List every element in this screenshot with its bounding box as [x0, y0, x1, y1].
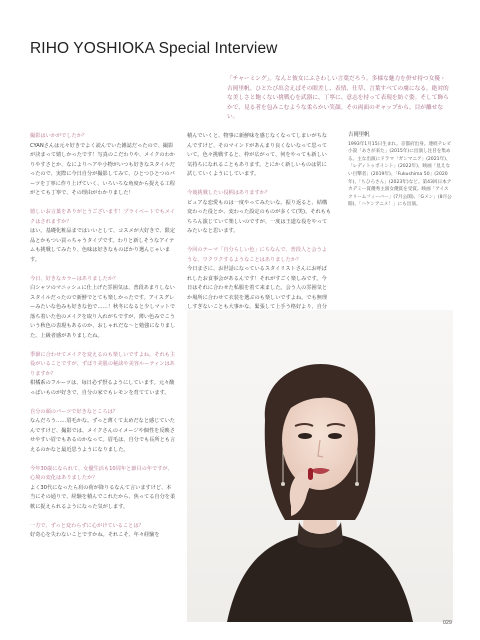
portrait-illustration — [187, 310, 453, 622]
interview-question: 今後挑戦したい役柄はありますか？ — [187, 190, 271, 196]
interview-column-1 — [30, 132, 176, 550]
interview-question: 今回のテーマ「自分らしい色」にちなんで、普段人と会うような、ワクワクするようなことはありましたか？ — [187, 247, 327, 263]
interview-answer: はい。基礎化粧品まではいいとして、コスメが大好きで、限定品とかもつい買っちゃうタイプです。わりと新しそうなアイテムも挑戦してみたり、色味は好きなものばかり選んじゃいます。 — [30, 228, 176, 263]
interview-question: 撮影はいかがでしたか？ — [30, 133, 88, 139]
interview-question: 季節に合わせてメイクを変えるのも楽しいですよね。それも主役がいることですが、ずばり美肌の秘訣や美容ルーティンはありますか？ — [30, 351, 176, 377]
interview-answer: 今日まさに、お世話になっているスタイリストさんにお呼ばれしたお食事会があるんです！それがすごく楽しみです。今日はそれに合わせた私服を着て来ました。会う人の雰囲気とか場所に合わせて衣装を選ぶのも楽しいですよね。でも無理しすぎないことも大事かな。緊張して上手う格好より、自分 — [187, 266, 328, 310]
profile-text: 1993年1月15日生まれ。京都府出身。連続テレビ小説「あさが来た」(2015年)に出演し注目を集める。主な出演にドラマ「ガンマニア」(2021年)、「レディトゥポイント」(2022年)、映画「見えない目撃者」(2019年)、「Fukushima 50」(2020年)、「ちひろさん」(2023年)など。第43回日本アカデミー賞優秀主演女優賞を受賞。映画「アイスクリームフィーバー」(7月公開)、「Gメン」(8月公開)、「ハケンアニメ！」にも出演。 — [348, 141, 452, 208]
interview-question: 嬉しいお言葉をありがとうございます！プライベートでもメイクはされますか？ — [30, 209, 175, 225]
interview-question: 今年30歳になられて、女優生活も10周年と節目の年ですが、心境の変化はありましたか？ — [30, 465, 173, 481]
article-title: RIHO YOSHIOKA Special Interview — [30, 40, 278, 57]
interview-answer: 積んでいくと、物事に新鮮味を感じなくなってしまいがちなんですけど、そのマインドがあんまり良くないなって思っていて。色々挑戦すると、枠が広がって、何をやっても新しい気持ちになれることもあります。とにかく新しいものは常に試していくようにしています。 — [187, 133, 328, 177]
profile-name: 吉岡里帆 — [348, 132, 370, 138]
interview-answer: 白シャツのマニッシュに仕上げた雰囲気は、普段あまりしないスタイルだったので新鮮でとても楽しかったです。アイスグレーみたいな色みも好きな色で……！秋冬になると少しマットで落ち着いた色のメイクを取り入れがちですが、薄い色みでこういう秋色の表現もあるのか、おしゃれだな〜と勉強になりました。上級者感がありましたね。 — [30, 285, 176, 339]
lead-paragraph: 「チャーミング」。なんと彼女にふさわしい言葉だろう。多様な魅力を併せ持つ女優・吉岡里帆。ひとたび出会えばその眼差し、表情、仕草、言葉すべての虜になる。絶対的な美しさと飽くない挑戦心を武器に、丁寧に、意志を持って表現を紡ぐ姿。そして飾らかで、見る者を包みこむような柔らかい笑顔。その両面のギャップから、目が離せない。 — [227, 76, 449, 121]
interview-answer: 柑橘系のフルーツは、毎日必ず摂るようにしています。元々酸っぱいものが好きで、自分の家でもレモンを育てています。 — [30, 380, 175, 396]
interview-answer: なんだろう……眉毛かな。ずっと薄くて太めだなと感じていたんですけど、撮影では、メイクさんのイメージや個性を反映させやすい眉でもあるのかなって。眉毛は、自分でも長所とも言えるのかなと最近思うようになりました。 — [30, 418, 176, 453]
interview-answer: よく30代になったら肩の荷が降りるなんて言いますけど、本当にその通りで、経験を積んでこれたから、焦ってる自分を柔軟に捉えられるようになった気がします。 — [30, 484, 176, 510]
interview-answer: ピュアな恋愛ものは一度やってみたいな。振り返ると、結構変わった役とか、変わった設定のものが多くて(笑)。それももちろん演じていて楽しいのですが、一度は王道な役をやってみたいなと思います。 — [187, 199, 332, 234]
interview-question: 自分の顔のパーツで好きなところは？ — [30, 408, 118, 415]
profile-box — [348, 132, 452, 209]
interview-question: 今日、好きなカラーはありましたか？ — [30, 275, 119, 282]
interview-answer: 好奇心を失わないことですかね。それこそ、年々経験を — [30, 532, 160, 538]
interview-question: 一方で、ずっと変わらずに心がけていることは？ — [30, 522, 144, 529]
portrait-photo — [187, 310, 453, 622]
page-number: 029 — [442, 620, 452, 626]
interview-answer: CYANさんは元々好きでよく読んでいた雑誌だったので、撮影が決まって嬉しかったです！写真のこだわりや、メイクのわかりやすさとか、なによりヘアや小物がいつも好きなスタイルだったので、実際に今日自分が撮影してみて、ひとつひとつのパーツを丁寧に作り上げていく、いろいろな角度から捉える工程がとても丁寧で、その理由がわかりました！ — [30, 142, 175, 196]
